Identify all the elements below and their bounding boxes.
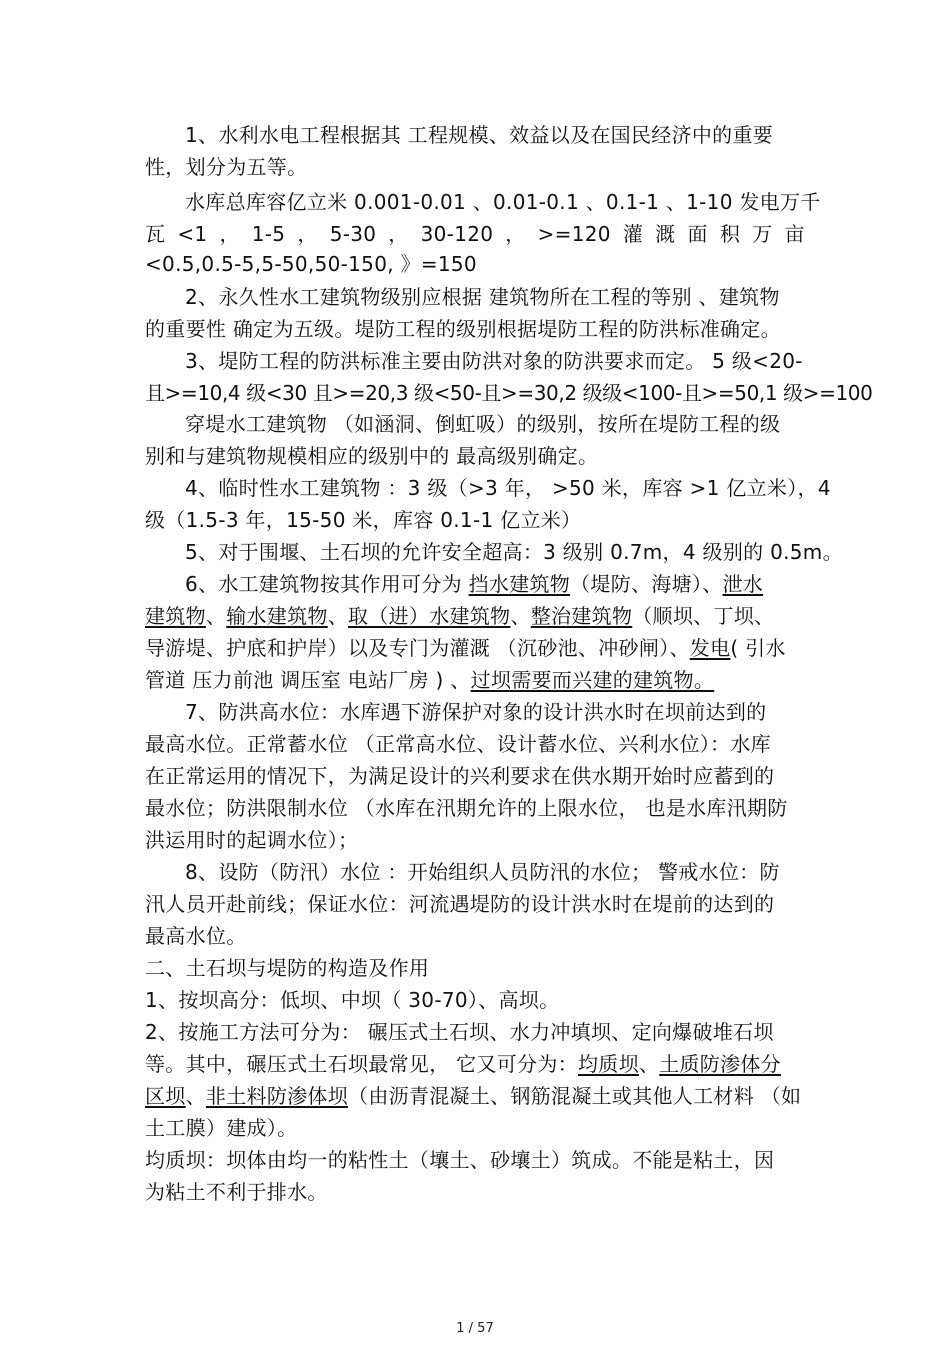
text-segment: 6、水工建筑物按其作用可分为: [185, 572, 469, 596]
text-line: 1、按坝高分：低坝、中坝（ 30-70）、高坝。: [145, 988, 560, 1012]
underlined-term: 输水建筑物: [226, 604, 328, 628]
underlined-term: 取（进）水建筑物: [348, 604, 511, 628]
underlined-term: 均质坝: [577, 1052, 639, 1076]
text-line: 为粘土不利于排水。: [145, 1180, 328, 1204]
text-line: [145, 632, 805, 664]
word: <1: [177, 222, 208, 246]
text-line: 8、设防（防汛）水位 ：开始组织人员防汛的水位； 警戒水位：防: [185, 860, 780, 884]
text-segment: 、: [510, 604, 531, 628]
word: 30-120: [420, 222, 494, 246]
text-segment: 等。其中，碾压式土石坝最常见， 它又可分为：: [145, 1052, 578, 1076]
word: >=120: [537, 222, 611, 246]
word: ，: [297, 222, 318, 246]
text-line: 3、堤防工程的防洪标准主要由防洪对象的防洪要求而定。 5 级<20-: [185, 349, 803, 373]
text-line: 水库总库容亿立米 0.001-0.01 、0.01-0.1 、0.1-1 、1-10 发电万千: [185, 190, 821, 214]
underlined-term: 区坝: [145, 1084, 186, 1108]
word: 灌: [622, 222, 644, 246]
text-line: 5、对于围堰、土石坝的允许安全超高：3 级别 0.7m，4 级别的 0.5m。: [185, 540, 843, 564]
text-line: 的重要性 确定为五级。堤防工程的级别根据堤防工程的防洪标准确定。: [145, 317, 781, 341]
text-line: 别和与建筑物规模相应的级别中的 最高级别确定。: [145, 444, 599, 468]
underlined-term: 过坝需要而兴建的建筑物。: [470, 668, 715, 692]
underlined-term: 建筑物: [145, 604, 206, 628]
page-number: 1 / 57: [456, 1321, 494, 1336]
text-segment: 、: [327, 604, 349, 628]
text-line: 7、防洪高水位：水库遇下游保护对象的设计洪水时在坝前达到的: [185, 700, 767, 724]
section-heading: 二、土石坝与堤防的构造及作用: [145, 956, 430, 980]
underlined-term: 土质防渗体分: [659, 1052, 781, 1076]
text-segment: 管道 压力前池 调压室 电站厂房 ) 、: [145, 668, 471, 692]
text-line: [145, 1080, 805, 1112]
text-line: 在正常运用的情况下，为满足设计的兴利要求在供水期开始时应蓄到的: [145, 764, 775, 788]
text-line: 性，划分为五等。: [145, 155, 308, 179]
text-segment: （顺坝、丁坝、: [632, 604, 775, 628]
text-line: 且>=10,4 级<30 且>=20,3 级<50-且>=30,2 级级<100-且>=50,1 级>=100: [145, 381, 873, 405]
word: ，: [219, 222, 240, 246]
underlined-term: 发电: [689, 636, 731, 660]
word: 面: [687, 222, 708, 246]
text-line: [145, 218, 805, 250]
text-line: 1、水利水电工程根据其 工程规模、效益以及在国民经济中的重要: [185, 123, 774, 147]
text-line: <0.5,0.5-5,5-50,50-150, 》=150: [145, 252, 477, 276]
text-segment: ( 引水: [730, 636, 786, 660]
text-line: 最水位；防洪限制水位 （水库在汛期允许的上限水位， 也是水库汛期防: [145, 796, 788, 820]
text-line: 穿堤水工建筑物 （如涵洞、倒虹吸）的级别，按所在堤防工程的级: [185, 412, 781, 436]
text-segment: 、: [205, 604, 227, 628]
underlined-term: 泄水: [722, 572, 764, 596]
underlined-term: 挡水建筑物: [468, 572, 571, 596]
text-segment: （堤防、海塘）、: [570, 572, 723, 596]
text-line: 最高水位。: [145, 924, 247, 948]
text-line: [145, 600, 805, 632]
text-segment: 、: [185, 1084, 206, 1108]
word: 亩: [784, 222, 805, 246]
text-line: 级（1.5-3 年，15-50 米，库容 0.1-1 亿立米）: [145, 508, 582, 532]
underlined-term: 整治建筑物: [530, 604, 633, 628]
word: 万: [752, 222, 773, 246]
text-line: 汛人员开赴前线；保证水位：河流遇堤防的设计洪水时在堤前的达到的: [145, 892, 775, 916]
text-line: [185, 568, 805, 600]
text-line: 4、临时性水工建筑物 ：3 级（>3 年， >50 米，库容 >1 亿立米），4: [185, 476, 831, 500]
text-line: 2、按施工方法可分为： 碾压式土石坝、水力冲填坝、定向爆破堆石坝: [145, 1020, 774, 1044]
word: ，: [388, 222, 409, 246]
word: ，: [505, 222, 526, 246]
word: 1-5: [251, 222, 286, 246]
word: 积: [719, 222, 741, 246]
text-segment: （由沥青混凝土、钢筋混凝土或其他人工材料 （如: [348, 1084, 802, 1108]
text-segment: 、: [638, 1052, 660, 1076]
underlined-term: 非土料防渗体坝: [205, 1084, 349, 1108]
text-line: 洪运用时的起调水位）；: [145, 828, 359, 852]
text-line: 2、永久性水工建筑物级别应根据 建筑物所在工程的等别 、建筑物: [185, 285, 780, 309]
text-line: 最高水位。正常蓄水位 （正常高水位、设计蓄水位、兴利水位）：水库: [145, 732, 771, 756]
word: 5-30: [329, 222, 377, 246]
text-line: [145, 664, 805, 696]
text-line: 均质坝：坝体由均一的粘性土（壤土、砂壤土）筑成。不能是粘土，因: [145, 1148, 775, 1172]
text-line: [145, 1048, 805, 1080]
text-line: 土工膜）建成）。: [145, 1116, 298, 1140]
text-segment: 导游堤、护底和护岸）以及专门为灌溉 （沉砂池、冲砂闸）、: [145, 636, 690, 660]
word: 溉: [655, 222, 676, 246]
word: 瓦: [145, 222, 166, 246]
